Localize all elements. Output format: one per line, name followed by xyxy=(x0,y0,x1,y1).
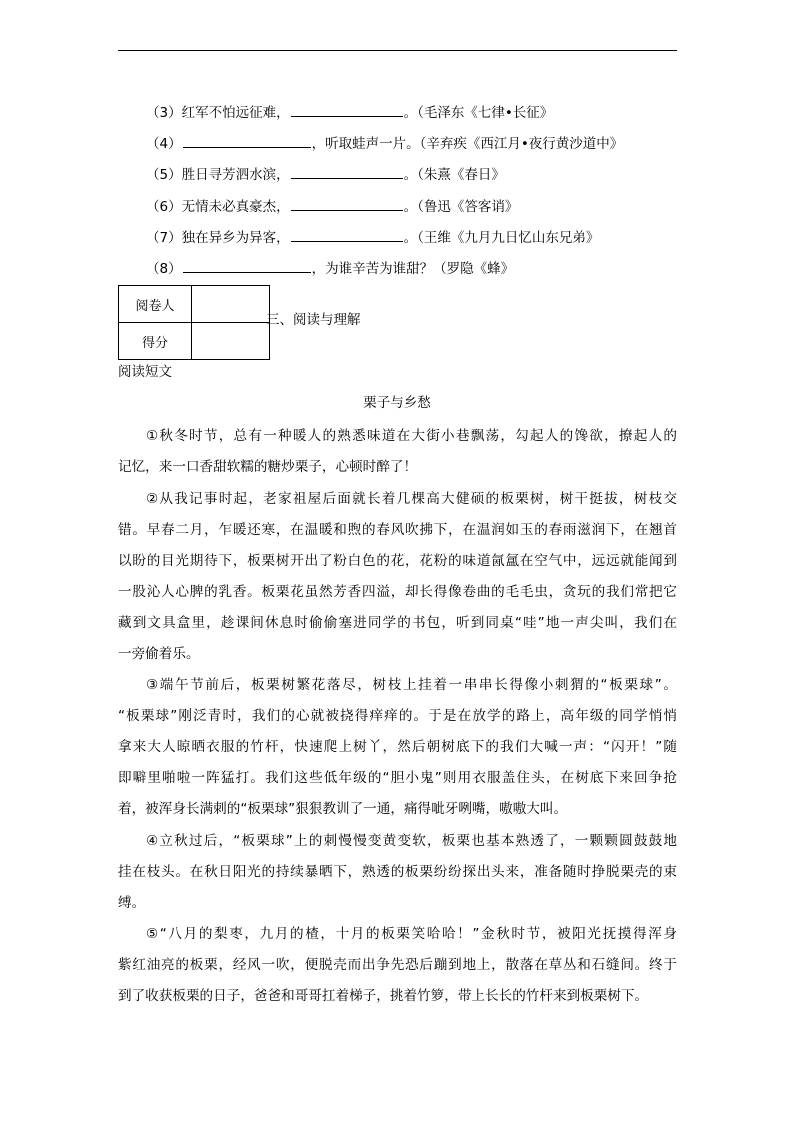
paragraph-line: ②从我记事时起，老家祖屋后面就长着几棵高大健硕的板栗树，树干挺拔，树枝交 xyxy=(146,490,677,507)
paragraph-line: 以盼的目光期待下，板栗树开出了粉白色的花，花粉的味道氤氲在空气中，远远就能闻到 xyxy=(118,552,677,569)
article-title: 栗子与乡愁 xyxy=(363,395,431,411)
question-line xyxy=(146,164,505,184)
question-source: 。（朱熹《春日》 xyxy=(403,167,505,183)
paragraph-line: 拿来大人晾晒衣服的竹杆，快速爬上树丫，然后朝树底下的我们大喊一声：“闪开！”随 xyxy=(118,739,677,755)
score-cell[interactable] xyxy=(192,323,270,360)
paragraph-line: ④立秋过后，“板栗球”上的刺慢慢变黄变软，板栗也基本熟透了，一颗颗圆鼓鼓地 xyxy=(146,832,677,849)
paragraph-line: 挂在枝头。在秋日阳光的持续暴晒下，熟透的板栗纷纷探出头来，准备随时挣脱栗壳的束 xyxy=(118,863,677,880)
question-line xyxy=(146,258,514,278)
question-prompt: （7）独在异乡为异客， xyxy=(146,230,290,246)
answer-blank[interactable] xyxy=(183,133,311,148)
question-line xyxy=(146,133,623,153)
paragraph-line: 一旁偷着乐。 xyxy=(118,645,200,662)
question-source: ，听取蛙声一片。（辛弃疾《西江月•夜行黄沙道中》 xyxy=(311,136,624,152)
question-source: 。（毛泽东《七律•长征》 xyxy=(403,105,554,121)
paragraph-line: 记忆，来一口香甜软糯的糖炒栗子，心顿时醉了！ xyxy=(118,459,418,475)
question-source: 。（王维《九月九日忆山东兄弟》 xyxy=(403,230,600,246)
paragraph-line: 藏到文具盒里，趁课间休息时偷偷塞进同学的书包，听到同桌“哇”地一声尖叫，我们在 xyxy=(118,614,677,631)
paragraph-line: 到了收获板栗的日子，爸爸和哥哥扛着梯子，挑着竹箩，带上长长的竹杆来到板栗树下。 xyxy=(118,988,649,1004)
paragraph xyxy=(118,425,677,487)
question-prompt: （3）红军不怕远征难， xyxy=(146,105,290,121)
article-body xyxy=(118,425,677,1017)
paragraph-line: 即噼里啪啦一阵猛打。我们这些低年级的“胆小鬼”则用衣服盖住头，在树底下来回争抢 xyxy=(118,770,677,786)
question-line xyxy=(146,102,553,122)
header-rule xyxy=(118,50,677,51)
paragraph-line: 错。早春二月，乍暖还寒，在温暖和煦的春风吹拂下，在温润如玉的春雨滋润下，在翘首 xyxy=(118,521,677,538)
answer-blank[interactable] xyxy=(291,196,403,211)
paragraph-line: 着，被浑身长满刺的“板栗球”狠狠教训了一通，痛得呲牙咧嘴，嗷嗷大叫。 xyxy=(118,801,568,817)
paragraph xyxy=(118,830,677,923)
question-source: 。（鲁迅《答客诮》 xyxy=(403,199,519,215)
reviewer-label: 阅卷人 xyxy=(119,286,192,323)
paragraph-line: “板栗球”刚泛青时，我们的心就被挠得痒痒的。于是在放学的路上，高年级的同学悄悄 xyxy=(118,708,677,724)
score-label: 得分 xyxy=(119,323,192,360)
question-prompt: （5）胜日寻芳泗水滨， xyxy=(146,167,290,183)
question-line xyxy=(146,227,599,247)
paragraph-line: 紫红油亮的板栗，经风一吹，便脱壳而出争先恐后蹦到地上，散落在草丛和石缝间。终于 xyxy=(118,957,677,973)
question-prompt: （8） xyxy=(146,261,182,277)
paragraph-line: ⑤“八月的梨枣，九月的楂，十月的板栗笑哈哈！”金秋时节，被阳光抚摸得浑身 xyxy=(146,926,677,942)
paragraph-line: 缚。 xyxy=(118,894,146,911)
paragraph xyxy=(118,923,677,1016)
section-title: 三、阅读与理解 xyxy=(266,312,361,328)
answer-blank[interactable] xyxy=(291,164,403,179)
reviewer-cell[interactable] xyxy=(192,286,270,323)
question-source: ，为谁辛苦为谁甜？（罗隐《蜂》 xyxy=(311,261,515,277)
reading-intro: 阅读短文 xyxy=(118,364,172,380)
answer-blank[interactable] xyxy=(291,227,403,242)
answer-blank[interactable] xyxy=(291,102,403,117)
paragraph-line: 一股沁人心脾的乳香。板栗花虽然芳香四溢，却长得像卷曲的毛毛虫，贪玩的我们常把它 xyxy=(118,583,677,600)
question-line xyxy=(146,196,518,216)
question-prompt: （4） xyxy=(146,136,182,152)
paragraph xyxy=(118,674,677,829)
score-table xyxy=(118,285,270,360)
answer-blank[interactable] xyxy=(183,258,311,273)
paragraph xyxy=(118,488,677,674)
paragraph-line: ③端午节前后，板栗树繁花落尽，树枝上挂着一串串长得像小刺猬的“板栗球”。 xyxy=(146,677,677,693)
question-prompt: （6）无情未必真豪杰， xyxy=(146,199,290,215)
paragraph-line: ①秋冬时节，总有一种暖人的熟悉味道在大街小巷飘荡，勾起人的馋欲，撩起人的 xyxy=(146,428,677,444)
